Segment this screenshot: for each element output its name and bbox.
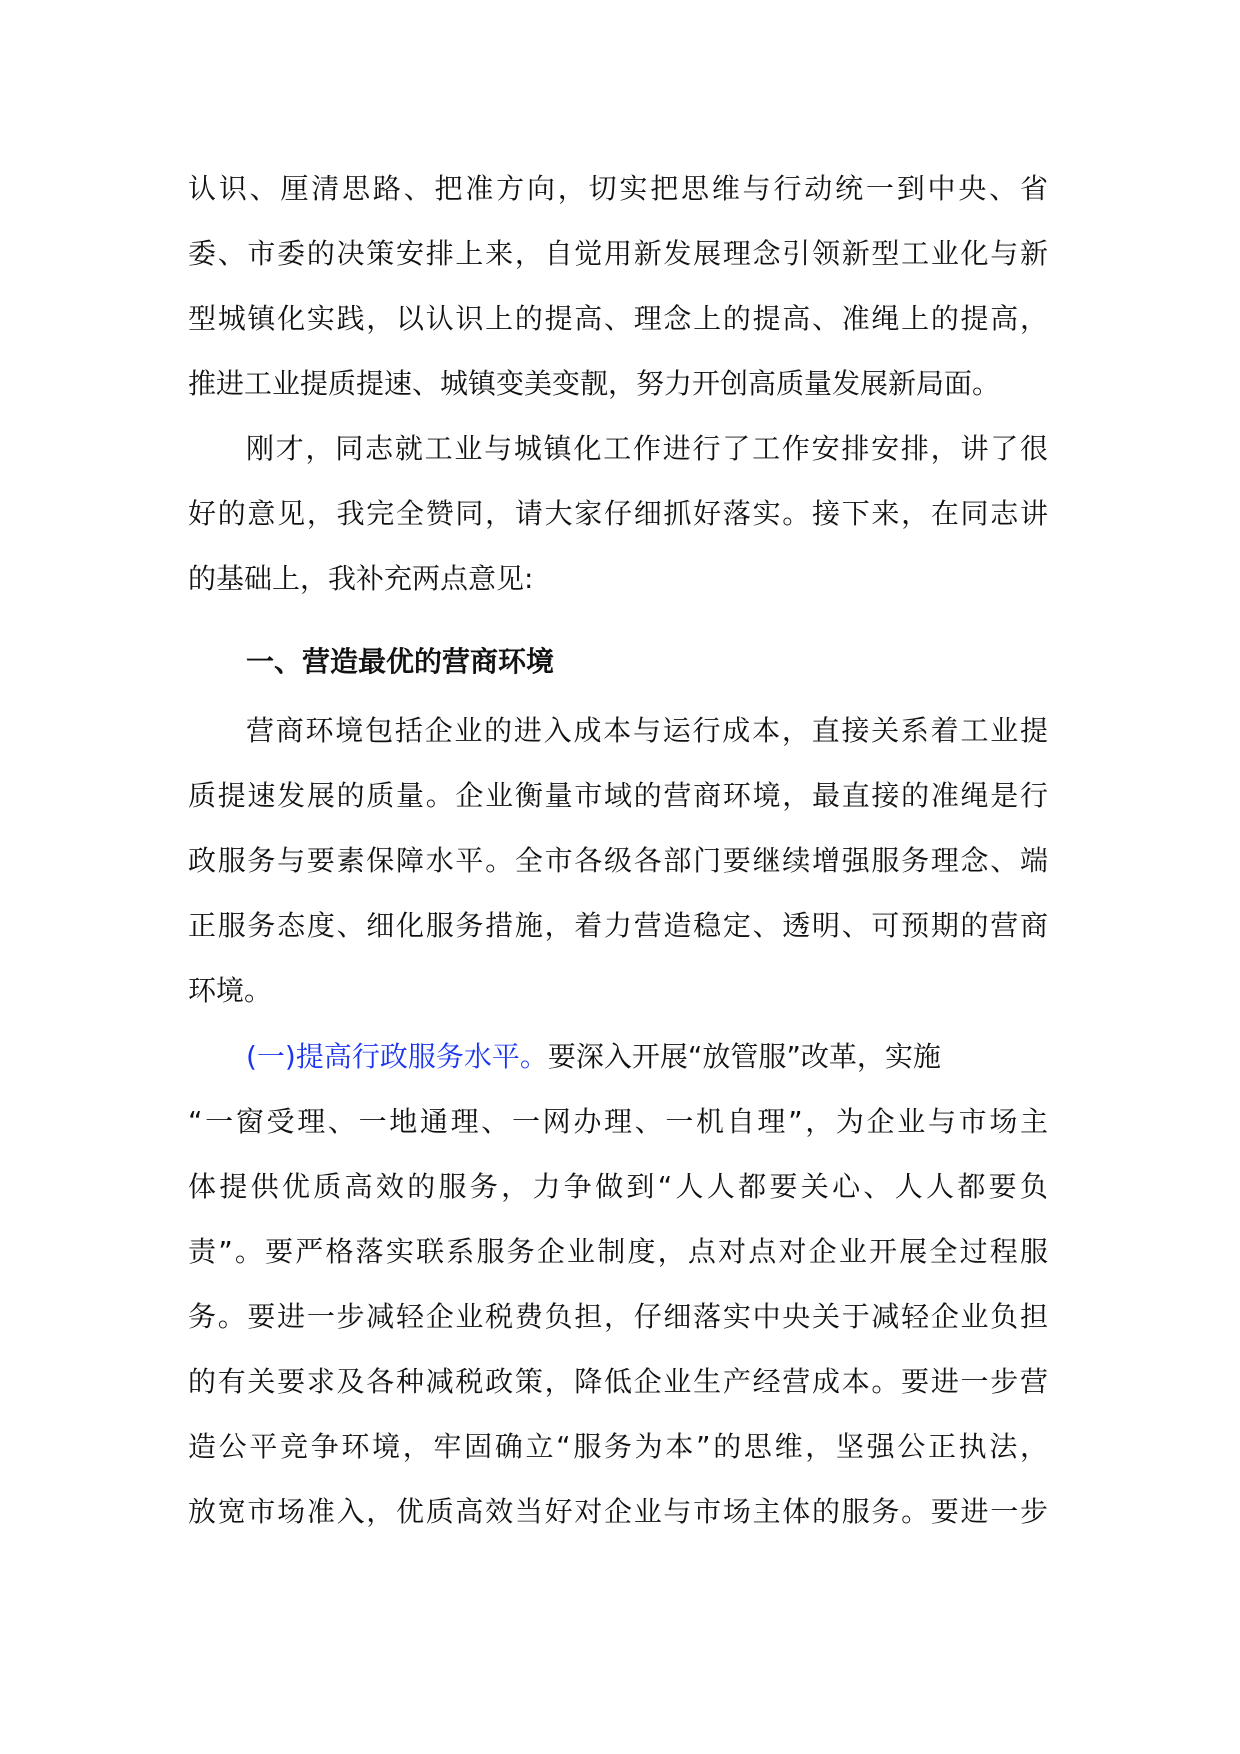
paragraph-4 <box>188 1024 1048 1544</box>
text-line: 好的意见，我完全赞同，请大家仔细抓好落实。接下来，在同志讲 <box>188 497 1048 530</box>
paragraph-2 <box>188 416 1048 611</box>
text-line: 的有关要求及各种减税政策，降低企业生产经营成本。要进一步营 <box>188 1365 1048 1398</box>
subsection-heading: (一)提高行政服务水平。 <box>246 1040 548 1073</box>
text-line: “一窗受理、一地通理、一网办理、一机自理”，为企业与市场主 <box>188 1105 1048 1138</box>
text-line: 造公平竞争环境，牢固确立“服务为本”的思维，坚强公正执法， <box>188 1430 1048 1463</box>
text-line: 务。要进一步减轻企业税费负担，仔细落实中央关于减轻企业负担 <box>188 1300 1048 1333</box>
paragraph-3 <box>188 698 1048 1023</box>
text-line: 放宽市场准入，优质高效当好对企业与市场主体的服务。要进一步 <box>188 1495 1048 1528</box>
text-line: 的基础上，我补充两点意见: <box>188 562 534 595</box>
text-line: 责”。要严格落实联系服务企业制度，点对点对企业开展全过程服 <box>188 1235 1048 1268</box>
text-line: 认识、厘清思路、把准方向，切实把思维与行动统一到中央、省 <box>188 172 1048 205</box>
text-line: 质提速发展的质量。企业衡量市域的营商环境，最直接的准绳是行 <box>188 779 1048 812</box>
text-line: 刚才，同志就工业与城镇化工作进行了工作安排安排，讲了很 <box>246 432 1048 465</box>
text-line: 推进工业提质提速、城镇变美变靓，努力开创高质量发展新局面。 <box>188 367 1001 400</box>
text-line: 正服务态度、细化服务措施，着力营造稳定、透明、可预期的营商 <box>188 909 1048 942</box>
paragraph-1 <box>188 156 1048 416</box>
text-line: 型城镇化实践，以认识上的提高、理念上的提高、准绳上的提高， <box>188 302 1048 335</box>
text-line: 委、市委的决策安排上来，自觉用新发展理念引领新型工业化与新 <box>188 237 1048 270</box>
section-heading: 一、营造最优的营商环境 <box>246 645 555 678</box>
text-line <box>188 1024 1048 1089</box>
text-line: 体提供优质高效的服务，力争做到“人人都要关心、人人都要负 <box>188 1170 1048 1203</box>
text-line: 政服务与要素保障水平。全市各级各部门要继续增强服务理念、端 <box>188 844 1048 877</box>
text-line: 营商环境包括企业的进入成本与运行成本，直接关系着工业提 <box>246 714 1048 747</box>
text-line: 环境。 <box>188 974 273 1007</box>
text-run: 要深入开展“放管服”改革，实施 <box>547 1040 941 1073</box>
